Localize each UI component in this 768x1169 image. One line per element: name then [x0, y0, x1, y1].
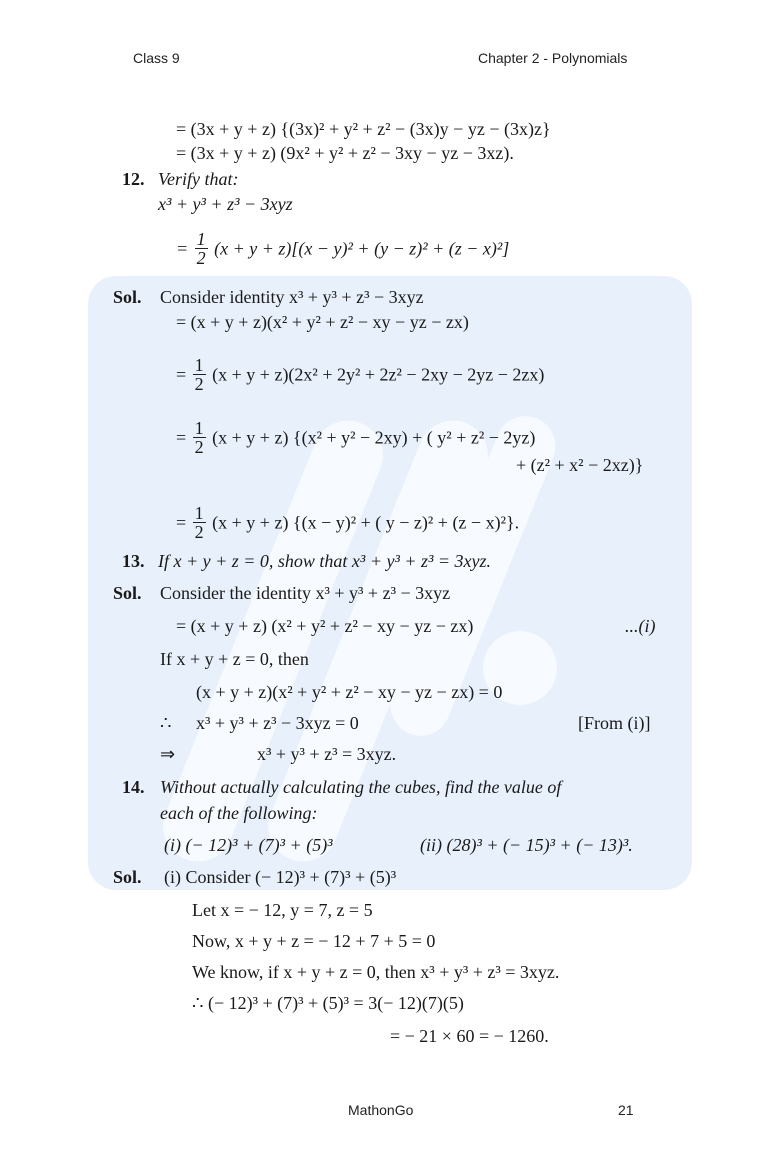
therefore-symbol: ∴	[160, 713, 172, 733]
solution-label-13: Sol.	[113, 583, 142, 603]
solution-12-line-3: = $\frac{1}{2}$ (x + y + z) {(x² + y² − 2xy) + ( y² + z² − 2yz)	[176, 418, 536, 457]
question-12-prompt: Verify that:	[158, 169, 239, 189]
fraction-one-half: $\frac{1}{2}$	[194, 355, 204, 394]
solution-12-line-1: = (x + y + z)(x² + y² + z² − xy − yz − zx)	[176, 312, 469, 332]
solution-12-intro: Consider identity x³ + y³ + z³ − 3xyz	[160, 287, 424, 307]
footer-page-number: 21	[618, 1102, 634, 1118]
solution-14-line-1: Let x = − 12, y = 7, z = 5	[192, 900, 373, 920]
solution-13-line-5: x³ + y³ + z³ = 3xyz.	[257, 744, 397, 764]
fraction-one-half: $\frac{1}{2}$	[194, 418, 204, 457]
question-13-prompt: If x + y + z = 0, show that x³ + y³ + z³ = 3xyz.	[158, 551, 492, 571]
header-class-label: Class 9	[133, 50, 180, 66]
question-14-part-i: (i) (− 12)³ + (7)³ + (5)³	[164, 835, 333, 855]
equation-reference-i: ...(i)	[625, 616, 656, 636]
question-14-prompt-line-2: each of the following:	[160, 803, 318, 823]
footer-brand: MathonGo	[348, 1102, 414, 1118]
question-number-13: 13.	[122, 551, 145, 571]
implies-symbol: ⇒	[160, 744, 176, 764]
solution-12-line-4: = $\frac{1}{2}$ (x + y + z) {(x − y)² + ( y − z)² + (z − x)²}.	[176, 503, 520, 542]
solution-14-line-4: ∴ (− 12)³ + (7)³ + (5)³ = 3(− 12)(7)(5)	[192, 993, 464, 1013]
reference-from-i: [From (i)]	[578, 713, 651, 733]
solution-13-line-4: x³ + y³ + z³ − 3xyz = 0	[196, 713, 359, 733]
math-line-continuation-2: = (3x + y + z) (9x² + y² + z² − 3xy − yz − 3xz).	[176, 143, 514, 163]
solution-12-line-3-continued: + (z² + x² − 2xz)}	[516, 455, 644, 475]
solution-14-line-2: Now, x + y + z = − 12 + 7 + 5 = 0	[192, 931, 436, 951]
solution-12-line-2: = $\frac{1}{2}$ (x + y + z)(2x² + 2y² + 2z² − 2xy − 2yz − 2zx)	[176, 355, 545, 394]
solution-13-intro: Consider the identity x³ + y³ + z³ − 3xyz	[160, 583, 451, 603]
fraction-one-half: $\frac{1}{2}$	[194, 503, 204, 542]
solution-13-line-2: If x + y + z = 0, then	[160, 649, 309, 669]
fraction-one-half: $\frac{1}{2}$	[196, 229, 206, 268]
question-12-rhs-expr: (x + y + z)[(x − y)² + (y − z)² + (z − x)²]	[214, 238, 510, 259]
question-14-prompt-line-1: Without actually calculating the cubes, find the value of	[160, 777, 562, 797]
solution-13-line-3: (x + y + z)(x² + y² + z² − xy − yz − zx) = 0	[196, 682, 503, 702]
solution-label-14: Sol.	[113, 867, 142, 887]
math-line-continuation-1: = (3x + y + z) {(3x)² + y² + z² − (3x)y − yz − (3x)z}	[176, 119, 551, 139]
solution-label-12: Sol.	[113, 287, 142, 307]
solution-14-line-3: We know, if x + y + z = 0, then x³ + y³ + z³ = 3xyz.	[192, 962, 560, 982]
solution-14-line-0: (i) Consider (− 12)³ + (7)³ + (5)³	[164, 867, 397, 887]
question-12-expression: x³ + y³ + z³ − 3xyz	[158, 194, 293, 214]
solution-13-line-1: = (x + y + z) (x² + y² + z² − xy − yz − zx)	[176, 616, 474, 636]
question-12-rhs	[176, 229, 510, 269]
header-chapter-title: Chapter 2 - Polynomials	[478, 50, 628, 66]
question-number-14: 14.	[122, 777, 145, 797]
equals-sign: =	[176, 238, 189, 259]
solution-14-line-5: = − 21 × 60 = − 1260.	[390, 1026, 549, 1046]
question-number-12: 12.	[122, 169, 145, 189]
question-14-part-ii: (ii) (28)³ + (− 15)³ + (− 13)³.	[420, 835, 633, 855]
